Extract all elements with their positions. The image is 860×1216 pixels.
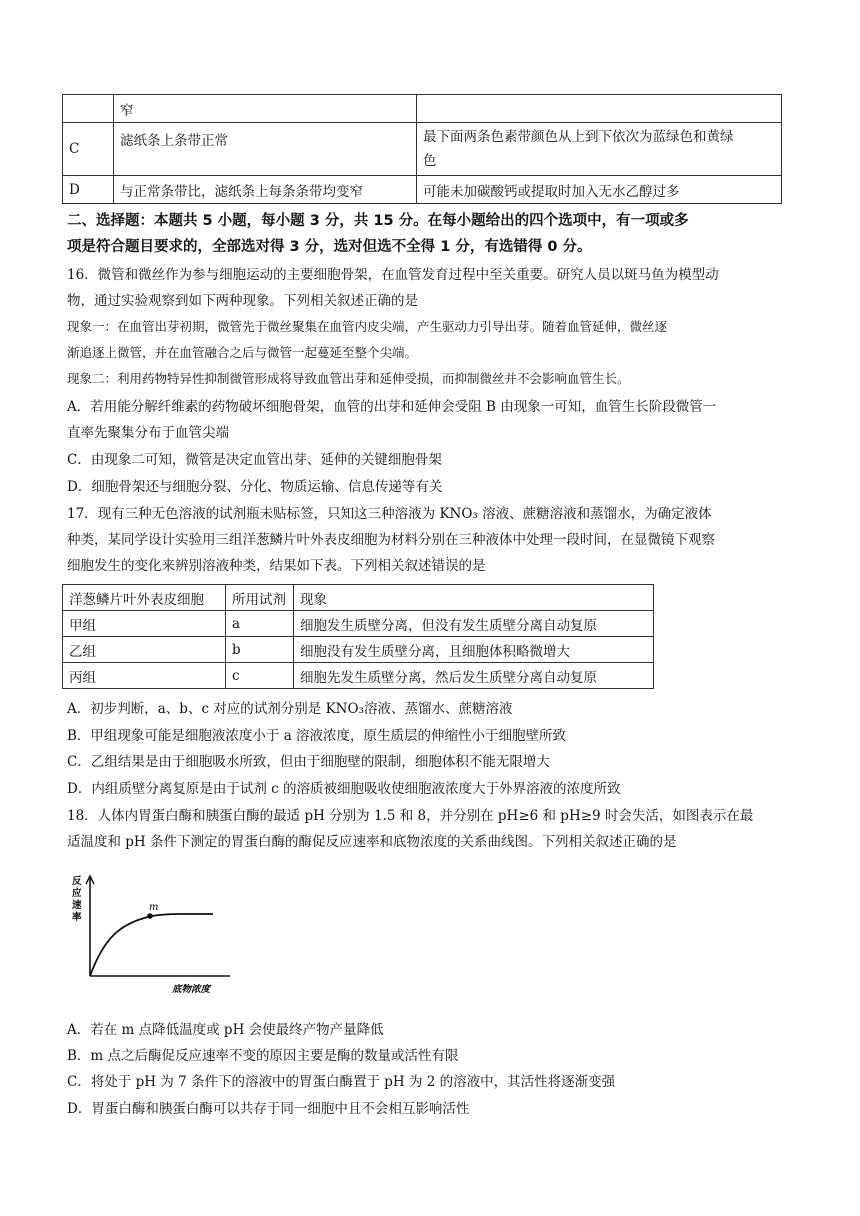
table-cell: 丙组 — [63, 663, 226, 689]
table-header: 现象 — [294, 585, 654, 611]
q16-option-c: C．由现象二可知，微管是决定血管出芽、延伸的关键细胞骨架 — [67, 452, 442, 468]
table-cell: 细胞先发生质壁分离，然后发生质壁分离自动复原 — [294, 663, 654, 689]
rate-curve-figure — [68, 868, 238, 1008]
table-cell: b — [226, 637, 294, 663]
table-cell: a — [226, 611, 294, 637]
cell: 滤纸条上条带正常 — [114, 123, 417, 176]
q16-phenomenon1-line1: 现象一：在血管出芽初期，微管先于微丝聚集在血管内皮尖端，产生驱动力引导出芽。随着血管延伸，微丝逐 — [67, 319, 668, 334]
cell — [417, 123, 782, 176]
q18-stem-2: 适温度和 pH 条件下测定的胃蛋白酶的酶促反应速率和底物浓度的关系曲线图。下列相关叙述正确的是 — [67, 834, 677, 850]
cell: C — [63, 123, 114, 176]
q17-option-b: B．甲组现象可能是细胞液浓度小于 a 溶液浓度，原生质层的伸缩性小于细胞壁所致 — [67, 728, 567, 744]
q17-stem-3 — [67, 557, 795, 575]
table-cell: 细胞发生质壁分离，但没有发生质壁分离自动复原 — [294, 611, 654, 637]
q17-option-c: C．乙组结果是由于细胞吸水所致，但由于细胞壁的限制，细胞体积不能无限增大 — [67, 754, 550, 770]
ylabel-char: 反 — [72, 876, 82, 887]
q17-option-d: D．内组质壁分离复原是由于试剂 c 的溶质被细胞吸收使细胞液浓度大于外界溶液的浓度所致 — [67, 781, 621, 797]
point-m — [147, 913, 153, 919]
q17-stem-3-text: 细胞发生的变化来辨别溶液种类，结果如下表。下列相关叙述 — [67, 558, 432, 574]
q18-stem-1: 18．人体内胃蛋白酶和胰蛋白酶的最适 pH 分别为 1.5 和 8，并分别在 pH≥6 和 pH≥9 时会失活，如图表示在最 — [67, 808, 754, 824]
table-cell: 乙组 — [63, 637, 226, 663]
cell — [417, 95, 782, 123]
q16-phenomenon1-line2: 渐追逐上微管，并在血管融合之后与微管一起蔓延至整个尖端。 — [67, 345, 418, 360]
ylabel-char: 应 — [72, 888, 82, 899]
q16-phenomenon2: 现象二：利用药物特异性抑制微管形成将导致血管出芽和延伸受损，而抑制微丝并不会影响血管生长。 — [67, 371, 630, 386]
cell — [63, 95, 114, 123]
cell-line: 最下面两条色素带颜色从上到下依次为蓝绿色和黄绿 — [423, 129, 734, 145]
table-cell: c — [226, 663, 294, 689]
q17-stem-1: 17．现有三种无色溶液的试剂瓶未贴标签，只知这三种溶液为 KNO₃ 溶液、蔗糖溶液和蒸馏水，为确定液体 — [67, 506, 712, 522]
cell-line: 色 — [423, 153, 437, 169]
q18-option-c: C．将处于 pH 为 7 条件下的溶液中的胃蛋白酶置于 pH 为 2 的溶液中，其活性将逐渐变强 — [67, 1074, 616, 1090]
section-heading-line2: 项是符合题目要求的，全部选对得 3 分，选对但选不全得 1 分，有选错得 0 分。 — [67, 239, 592, 255]
table-cell: 甲组 — [63, 611, 226, 637]
q16-stem-1: 16．微管和微丝作为参与细胞运动的主要细胞骨架，在血管发育过程中至关重要。研究人员以斑马鱼为模型动 — [67, 267, 719, 283]
q18-option-a: A．若在 m 点降低温度或 pH 会使最终产物产量降低 — [67, 1022, 384, 1038]
q16-option-a-line1: A．若用能分解纤维素的药物破坏细胞骨架，血管的出芽和延伸会受阻 B 由现象一可知，血管生长阶段微管一 — [67, 399, 717, 415]
q17-option-a: A．初步判断，a、b、c 对应的试剂分别是 KNO₃溶液、蒸馏水、蔗糖溶液 — [67, 701, 513, 717]
q16-option-a-line2: 直率先聚集分布于血管尖端 — [67, 425, 229, 441]
xlabel: 底物浓度 — [172, 984, 211, 995]
cell: D — [63, 176, 114, 204]
q17-stem-2: 种类，某同学设计实验用三组洋葱鳞片叶外表皮细胞为材料分别在三种液体中处理一段时间，在显微镜下观察 — [67, 532, 715, 548]
q17-table — [62, 584, 654, 689]
cell: 可能未加碳酸钙或提取时加入无水乙醇过多 — [417, 176, 782, 204]
cell: 窄 — [114, 95, 417, 123]
table-cell: 细胞没有发生质壁分离，且细胞体积略微增大 — [294, 637, 654, 663]
q16-option-d: D．细胞骨架还与细胞分裂、分化、物质运输、信息传递等有关 — [67, 479, 443, 495]
cell: 与正常条带比，滤纸条上每条条带均变窄 — [114, 176, 417, 204]
top-table — [62, 94, 782, 204]
q17-stem-3-end: 的是 — [458, 558, 486, 574]
q16-stem-2: 物，通过实验观察到如下两种现象。下列相关叙述正确的是 — [67, 293, 418, 309]
table-header: 所用试剂 — [226, 585, 294, 611]
ylabel-char: 速 — [72, 900, 82, 911]
q18-option-b: B．m 点之后酶促反应速率不变的原因主要是酶的数量或活性有限 — [67, 1048, 459, 1064]
q18-figure — [68, 868, 238, 1008]
ylabel-char: 率 — [72, 912, 82, 923]
table-header: 洋葱鳞片叶外表皮细胞 — [63, 585, 226, 611]
q18-option-d: D．胃蛋白酶和胰蛋白酶可以共存于同一细胞中且不会相互影响活性 — [67, 1101, 470, 1117]
rate-curve — [90, 914, 213, 976]
section-heading-line1: 二、选择题：本题共 5 小题，每小题 3 分，共 15 分。在每小题给出的四个选项中，有一项或多 — [67, 213, 689, 229]
q17-emphasis: 错误 · · — [432, 558, 459, 574]
point-m-label: m — [149, 902, 159, 913]
